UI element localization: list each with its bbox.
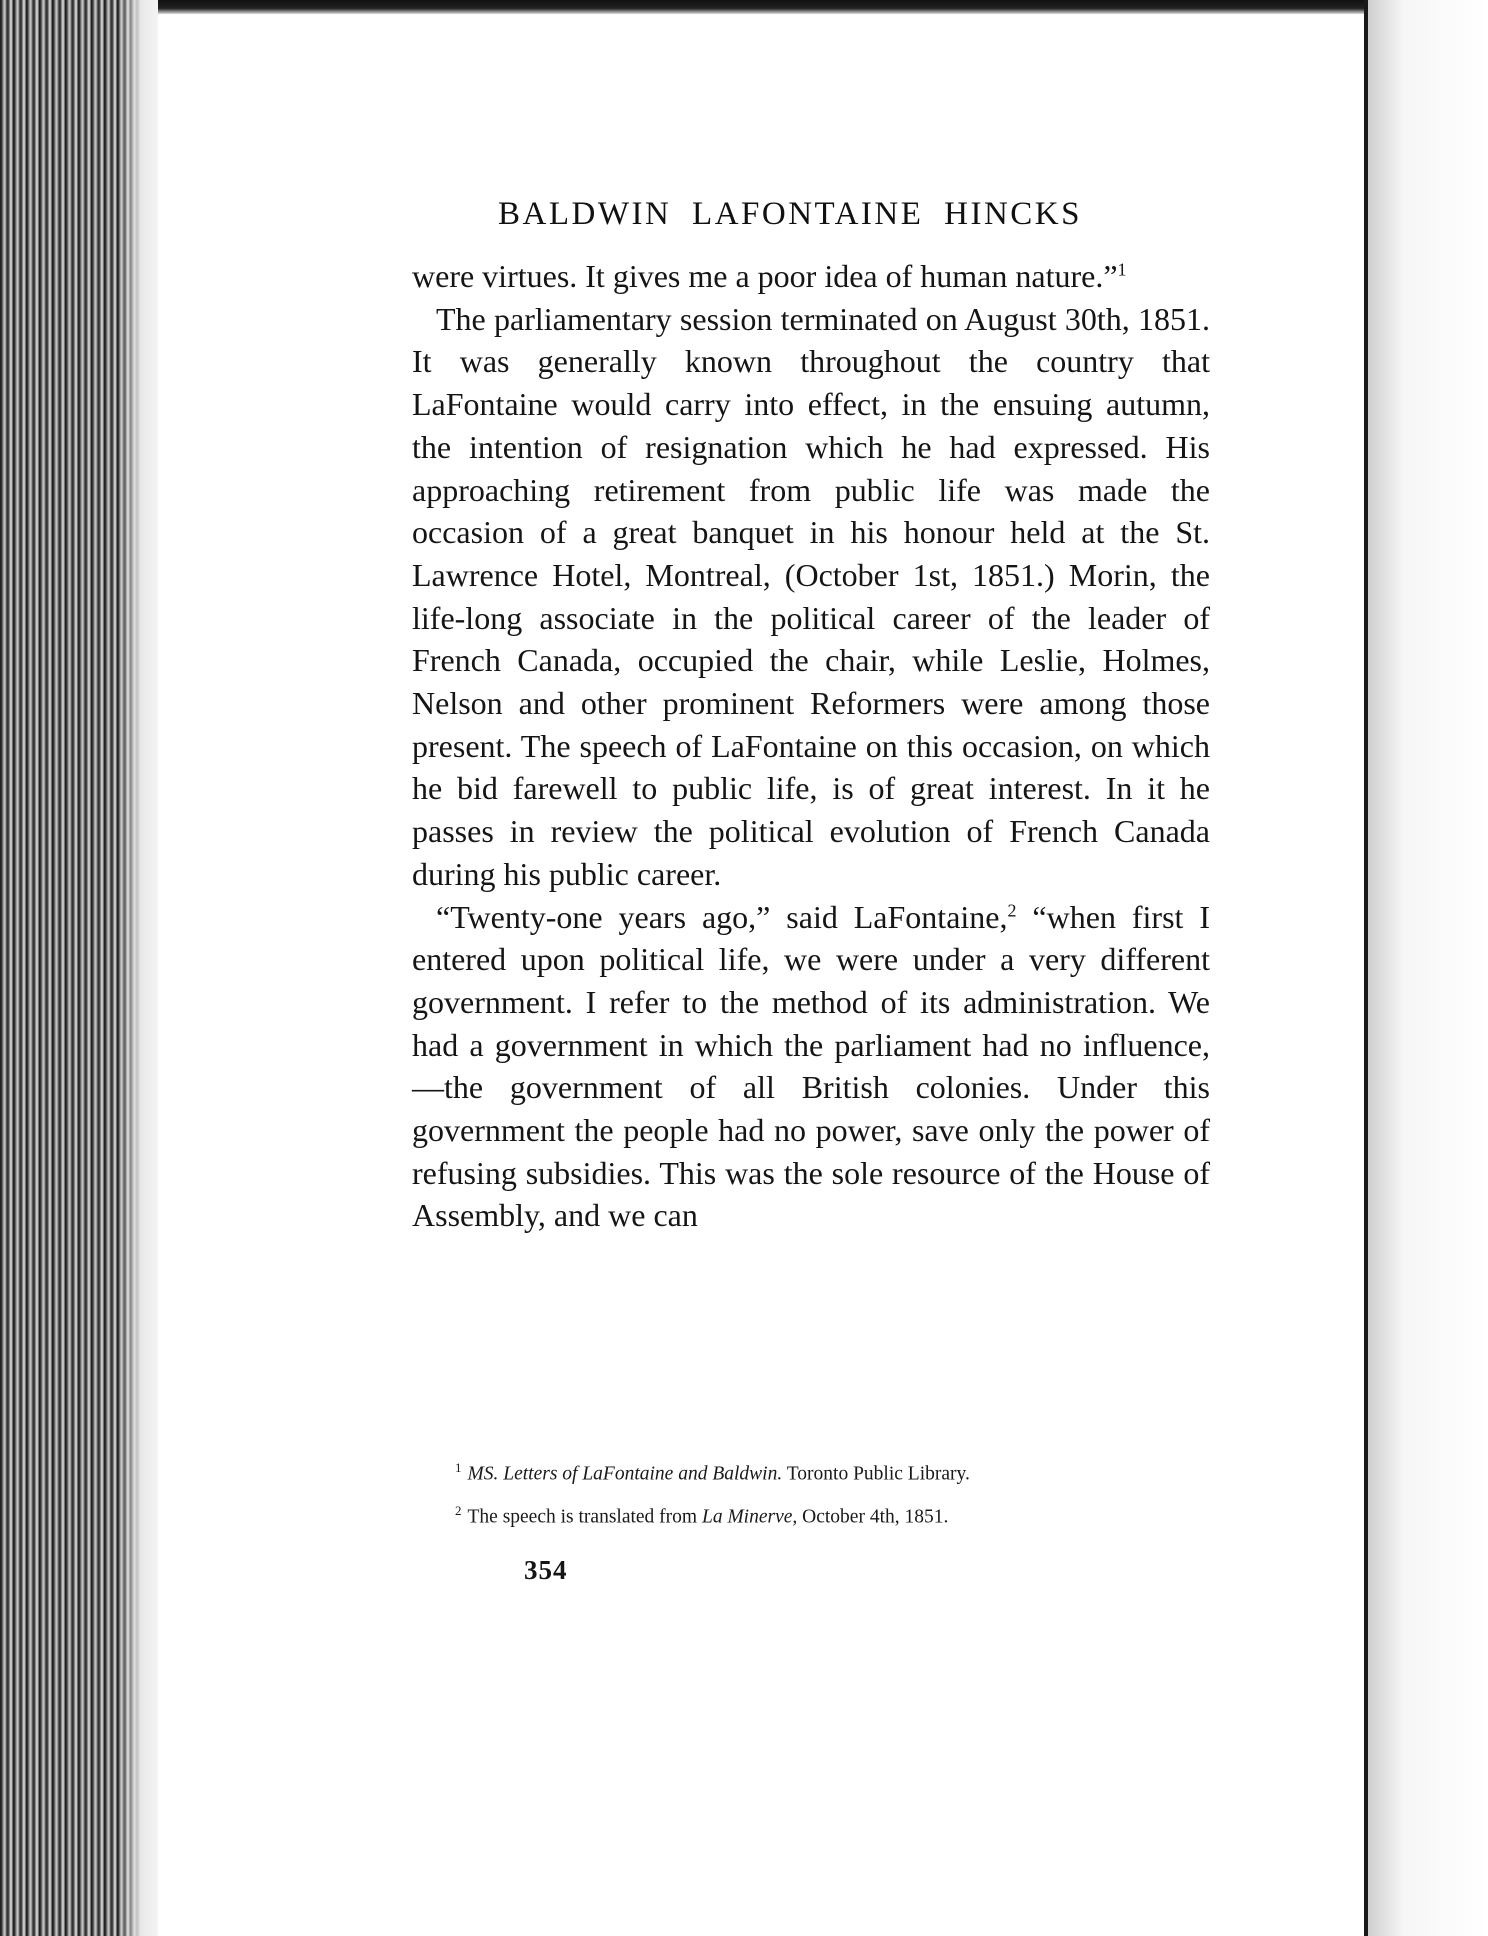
facing-page-edge bbox=[1368, 0, 1488, 1936]
page-number: 354 bbox=[524, 1555, 568, 1585]
footnote-source: MS. Letters of LaFontaine and Baldwin. bbox=[467, 1463, 783, 1485]
footnotes bbox=[455, 1460, 1195, 1545]
body-text bbox=[412, 255, 1210, 1237]
book-top-edge bbox=[0, 0, 1488, 14]
paragraph-2 bbox=[412, 298, 1210, 896]
running-head: BALDWIN LAFONTAINE HINCKS bbox=[498, 196, 1082, 232]
page-gutter-shadow bbox=[118, 0, 158, 1936]
paragraph-3 bbox=[412, 896, 1210, 1238]
footnote-ref-1: 1 bbox=[1117, 259, 1127, 280]
footnote-ref-2: 2 bbox=[1007, 899, 1017, 920]
text-run: “Twenty-one years ago,” said LaFontaine, bbox=[436, 898, 1008, 935]
footnote-text: October 4th, 1851. bbox=[797, 1506, 949, 1527]
text-run: “when first I entered upon political life, we were under a very different government. I refer to the method of its administration. We had a government in which the parliament had no influence,—the government of all British colonies. Under this government the people had no power, save only the power of refusing subsidies. This was the sole resource of the House of Assembly, and we can bbox=[412, 898, 1211, 1234]
footnote-text: The speech is translated from bbox=[467, 1506, 702, 1527]
footnote-source: La Minerve, bbox=[701, 1506, 798, 1527]
footnote-2 bbox=[455, 1503, 1195, 1529]
footnote-1 bbox=[455, 1460, 1195, 1486]
text-run: were virtues. It gives me a poor idea of human nature.” bbox=[412, 258, 1118, 294]
footnote-number: 1 bbox=[455, 1460, 462, 1475]
footnote-text: Toronto Public Library. bbox=[782, 1463, 970, 1485]
text-run: The parliamentary session terminated on August 30th, 1851. It was generally known throughout the country that LaFontaine would carry into effect, in the ensuing autumn, the intention of resignation which he had expressed. His approaching retirement from public life was made the occasion of a great banquet in his honour held at the St. Lawrence Hotel, Montreal, (October 1st, 1851.) Morin, the life-long associate in the political career of the leader of French Canada, occupied the chair, while Leslie, Holmes, Nelson and other prominent Reformers were among those present. The speech of LaFontaine on this occasion, on which he bid farewell to public life, is of great interest. In it he passes in review the political evolution of French Canada during his public career. bbox=[412, 300, 1210, 892]
paragraph-1 bbox=[412, 255, 1210, 298]
footnote-number: 2 bbox=[455, 1502, 462, 1518]
